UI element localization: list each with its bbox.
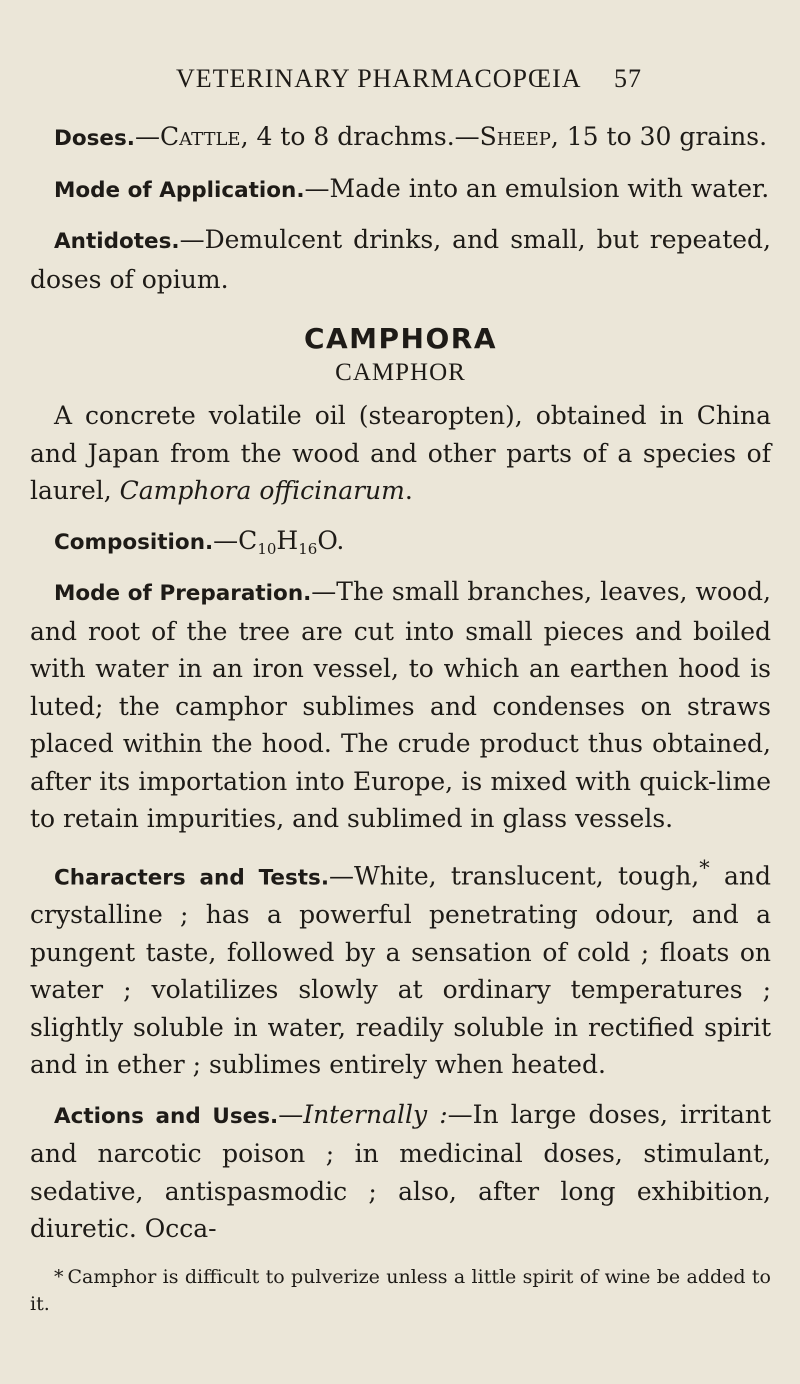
section-subheading: CAMPHOR — [335, 359, 466, 386]
latin-name: Camphora officinarum — [119, 476, 405, 505]
mode-of-application-label: Mode of Application. — [54, 177, 305, 203]
characters-text-2: and crystalline ; has a powerful penetrating odour, and a pungent taste, followed by a sensation of cold ; floats on water ; volatilizes slowly at ordinary temperatures ; slightly soluble in water, readily soluble in rectified spirit and in ether ; sublimes entirely when heated. — [30, 860, 771, 1080]
characters-paragraph — [30, 850, 771, 1084]
mode-of-application-text: —Made into an emulsion with water. — [304, 173, 770, 203]
mode-of-preparation-text: —The small branches, leaves, wood, and root of the tree are cut into small pieces and boiled with water in an iron vessel, to which an earthen hood is luted; the camphor sublimes and condenses on straws placed within the hood. The crude product thus obtained, after its importation into Europe, is mixed with quick-lime to retain impurities, and sublimed in glass vessels. — [30, 577, 771, 833]
antidotes-paragraph — [30, 221, 771, 298]
animal-sheep: Sheep — [479, 122, 551, 151]
doses-cattle-amount: , 4 to 8 drachms. — [240, 122, 455, 151]
intro-text: A concrete volatile oil (stearopten), obtained in China and Japan from the wood and other parts of a species of laurel, — [30, 401, 771, 505]
composition-label: Composition. — [54, 529, 214, 555]
actions-label: Actions and Uses. — [54, 1103, 279, 1129]
formula-mid: H — [276, 525, 299, 555]
antidotes-label: Antidotes. — [54, 229, 180, 254]
page-number: 57 — [614, 64, 642, 93]
mode-of-preparation-label: Mode of Preparation. — [54, 581, 312, 606]
section-heading: CAMPHORA — [303, 322, 498, 355]
internally-label: Internally : — [303, 1099, 448, 1129]
intro-paragraph — [30, 397, 771, 510]
intro-end: . — [404, 476, 413, 505]
characters-label: Characters and Tests. — [54, 864, 330, 890]
doses-sheep-amount: , 15 to 30 grains. — [550, 122, 768, 151]
composition-paragraph — [30, 522, 771, 562]
doses-dash: — — [134, 122, 160, 151]
page-body — [30, 118, 771, 1318]
footnote-text: Camphor is difficult to pulverize unless a little spirit of wine be added to it. — [30, 1265, 771, 1315]
antidotes-text: —Demulcent drinks, and small, but repeated, doses of opium. — [30, 225, 771, 294]
footnote-reference: * — [699, 855, 710, 880]
mode-of-application-paragraph — [30, 170, 771, 210]
formula-suffix: O. — [317, 525, 345, 555]
animal-cattle: Cattle — [159, 122, 241, 151]
actions-dash: — — [278, 1099, 304, 1129]
formula-sub-hydrogen: 16 — [298, 539, 318, 558]
actions-text: —In large doses, irritant and narcotic poison ; in medicinal doses, stimulant, sedative, antispasmodic ; also, after long exhibition, diuretic. Occa- — [30, 1099, 771, 1244]
actions-paragraph — [30, 1096, 771, 1248]
mode-of-preparation-paragraph — [30, 573, 771, 838]
formula-prefix: —C — [213, 525, 258, 555]
doses-paragraph — [30, 118, 771, 158]
footnote-mark: * — [54, 1265, 64, 1288]
doses-label: Doses. — [54, 126, 135, 151]
formula-sub-carbon: 10 — [257, 539, 277, 558]
footnote — [30, 1264, 771, 1318]
characters-text-1: —White, translucent, tough, — [329, 860, 700, 890]
doses-dash-2: — — [454, 122, 480, 151]
running-title: VETERINARY PHARMACOPŒIA — [176, 64, 582, 93]
